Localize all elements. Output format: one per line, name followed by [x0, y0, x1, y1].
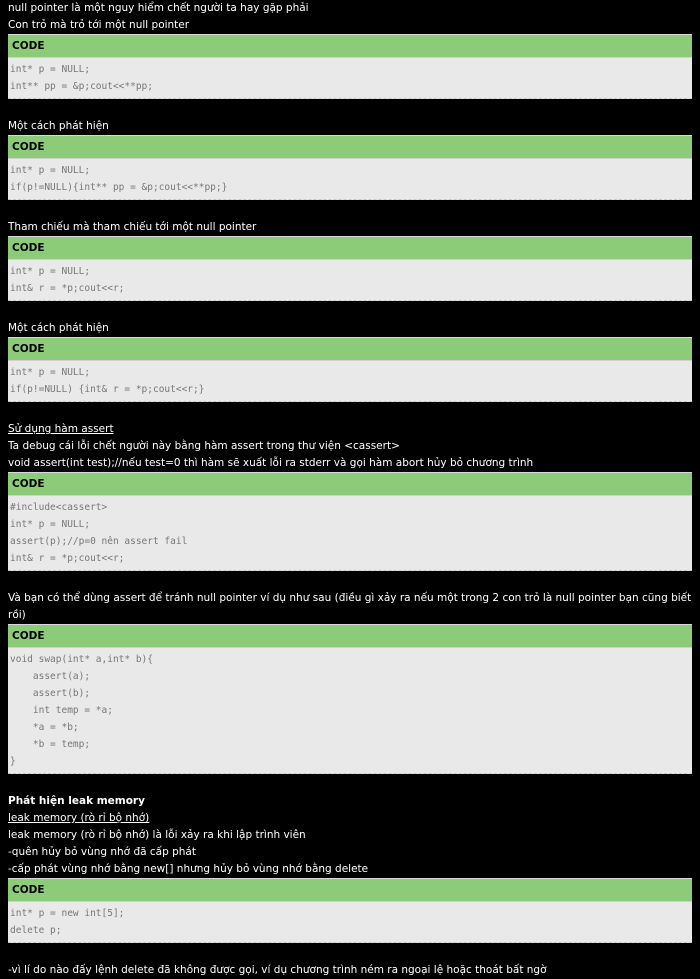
code-body	[8, 158, 692, 200]
leak-definition: leak memory (rò rỉ bộ nhớ) là lỗi xảy ra khi lập trình viên	[8, 829, 306, 841]
code-line: int& r = *p;cout<<r;	[10, 553, 125, 564]
code-line: int* p = NULL;	[10, 64, 91, 75]
assert-description: Ta debug cái lỗi chết người này bằng hàm assert trong thư viện <cassert>	[8, 440, 400, 452]
code-block-6	[8, 624, 692, 774]
code-line: int** pp = &p;cout<<**pp;	[10, 81, 153, 92]
code-body	[8, 901, 692, 943]
code-line: if(p!=NULL){int** pp = &p;cout<<**pp;}	[10, 182, 228, 193]
code-line: assert(b);	[10, 688, 91, 699]
code-block-5	[8, 472, 692, 571]
code-block-1	[8, 34, 692, 99]
code-line: *b = temp;	[10, 739, 91, 750]
code-line: int temp = *a;	[10, 705, 113, 716]
code-header: CODE	[8, 135, 692, 158]
code-body	[8, 259, 692, 301]
code-block-2	[8, 135, 692, 200]
code-line: }	[10, 756, 16, 767]
code-header: CODE	[8, 34, 692, 57]
section-heading-assert: Sử dụng hàm assert	[8, 423, 114, 435]
code-body	[8, 495, 692, 571]
intro-text: null pointer là một nguy hiểm chết người ta hay gặp phải	[8, 2, 309, 14]
code-header: CODE	[8, 472, 692, 495]
code-line: int* p = NULL;	[10, 266, 91, 277]
code-line: int* p = NULL;	[10, 165, 91, 176]
code-block-7	[8, 878, 692, 943]
leak-subheading: leak memory (rò rỉ bộ nhớ)	[8, 812, 150, 824]
section-heading-leak: Phát hiện leak memory	[8, 795, 145, 807]
code-header: CODE	[8, 236, 692, 259]
section-label-pointer: Con trỏ mà trỏ tới một null pointer	[8, 19, 190, 31]
code-header: CODE	[8, 878, 692, 901]
section-label-reference: Tham chiếu mà tham chiếu tới một null pointer	[8, 221, 257, 233]
code-line: assert(a);	[10, 671, 91, 682]
assert-swap-intro: Và bạn có thể dùng assert để tránh null pointer ví dụ như sau (điều gì xảy ra nếu một trong 2 con trỏ là null pointer bạn cũng biết rồi)	[8, 592, 692, 621]
section-label-detect-2: Một cách phát hiện	[8, 322, 109, 334]
code-block-3	[8, 236, 692, 301]
code-header: CODE	[8, 337, 692, 360]
code-body	[8, 57, 692, 99]
code-line: if(p!=NULL) {int& r = *p;cout<<r;}	[10, 384, 205, 395]
code-body	[8, 647, 692, 774]
code-line: int& r = *p;cout<<r;	[10, 283, 125, 294]
code-header: CODE	[8, 624, 692, 647]
code-line: assert(p);//p=0 nên assert fail	[10, 536, 188, 547]
code-line: delete p;	[10, 925, 62, 936]
code-line: int* p = new int[5];	[10, 908, 125, 919]
code-body	[8, 360, 692, 402]
code-line: #include<cassert>	[10, 502, 108, 513]
code-line: int* p = NULL;	[10, 519, 91, 530]
code-line: *a = *b;	[10, 722, 79, 733]
leak-cause-3: -vì lí do nào đấy lệnh delete đã không được gọi, ví dụ chương trình ném ra ngoại lệ hoặc thoát bất ngờ	[8, 964, 547, 976]
code-line: void swap(int* a,int* b){	[10, 654, 153, 665]
code-line: int* p = NULL;	[10, 367, 91, 378]
code-block-4	[8, 337, 692, 402]
leak-cause-1: -quên hủy bỏ vùng nhớ đã cấp phát	[8, 846, 196, 858]
assert-signature: void assert(int test);//nếu test=0 thì hàm sẽ xuất lỗi ra stderr và gọi hàm abort hủy bỏ chương trình	[8, 457, 534, 469]
leak-cause-2: -cấp phát vùng nhớ bằng new[] nhưng hủy bỏ vùng nhớ bằng delete	[8, 863, 369, 875]
section-label-detect-1: Một cách phát hiện	[8, 120, 109, 132]
